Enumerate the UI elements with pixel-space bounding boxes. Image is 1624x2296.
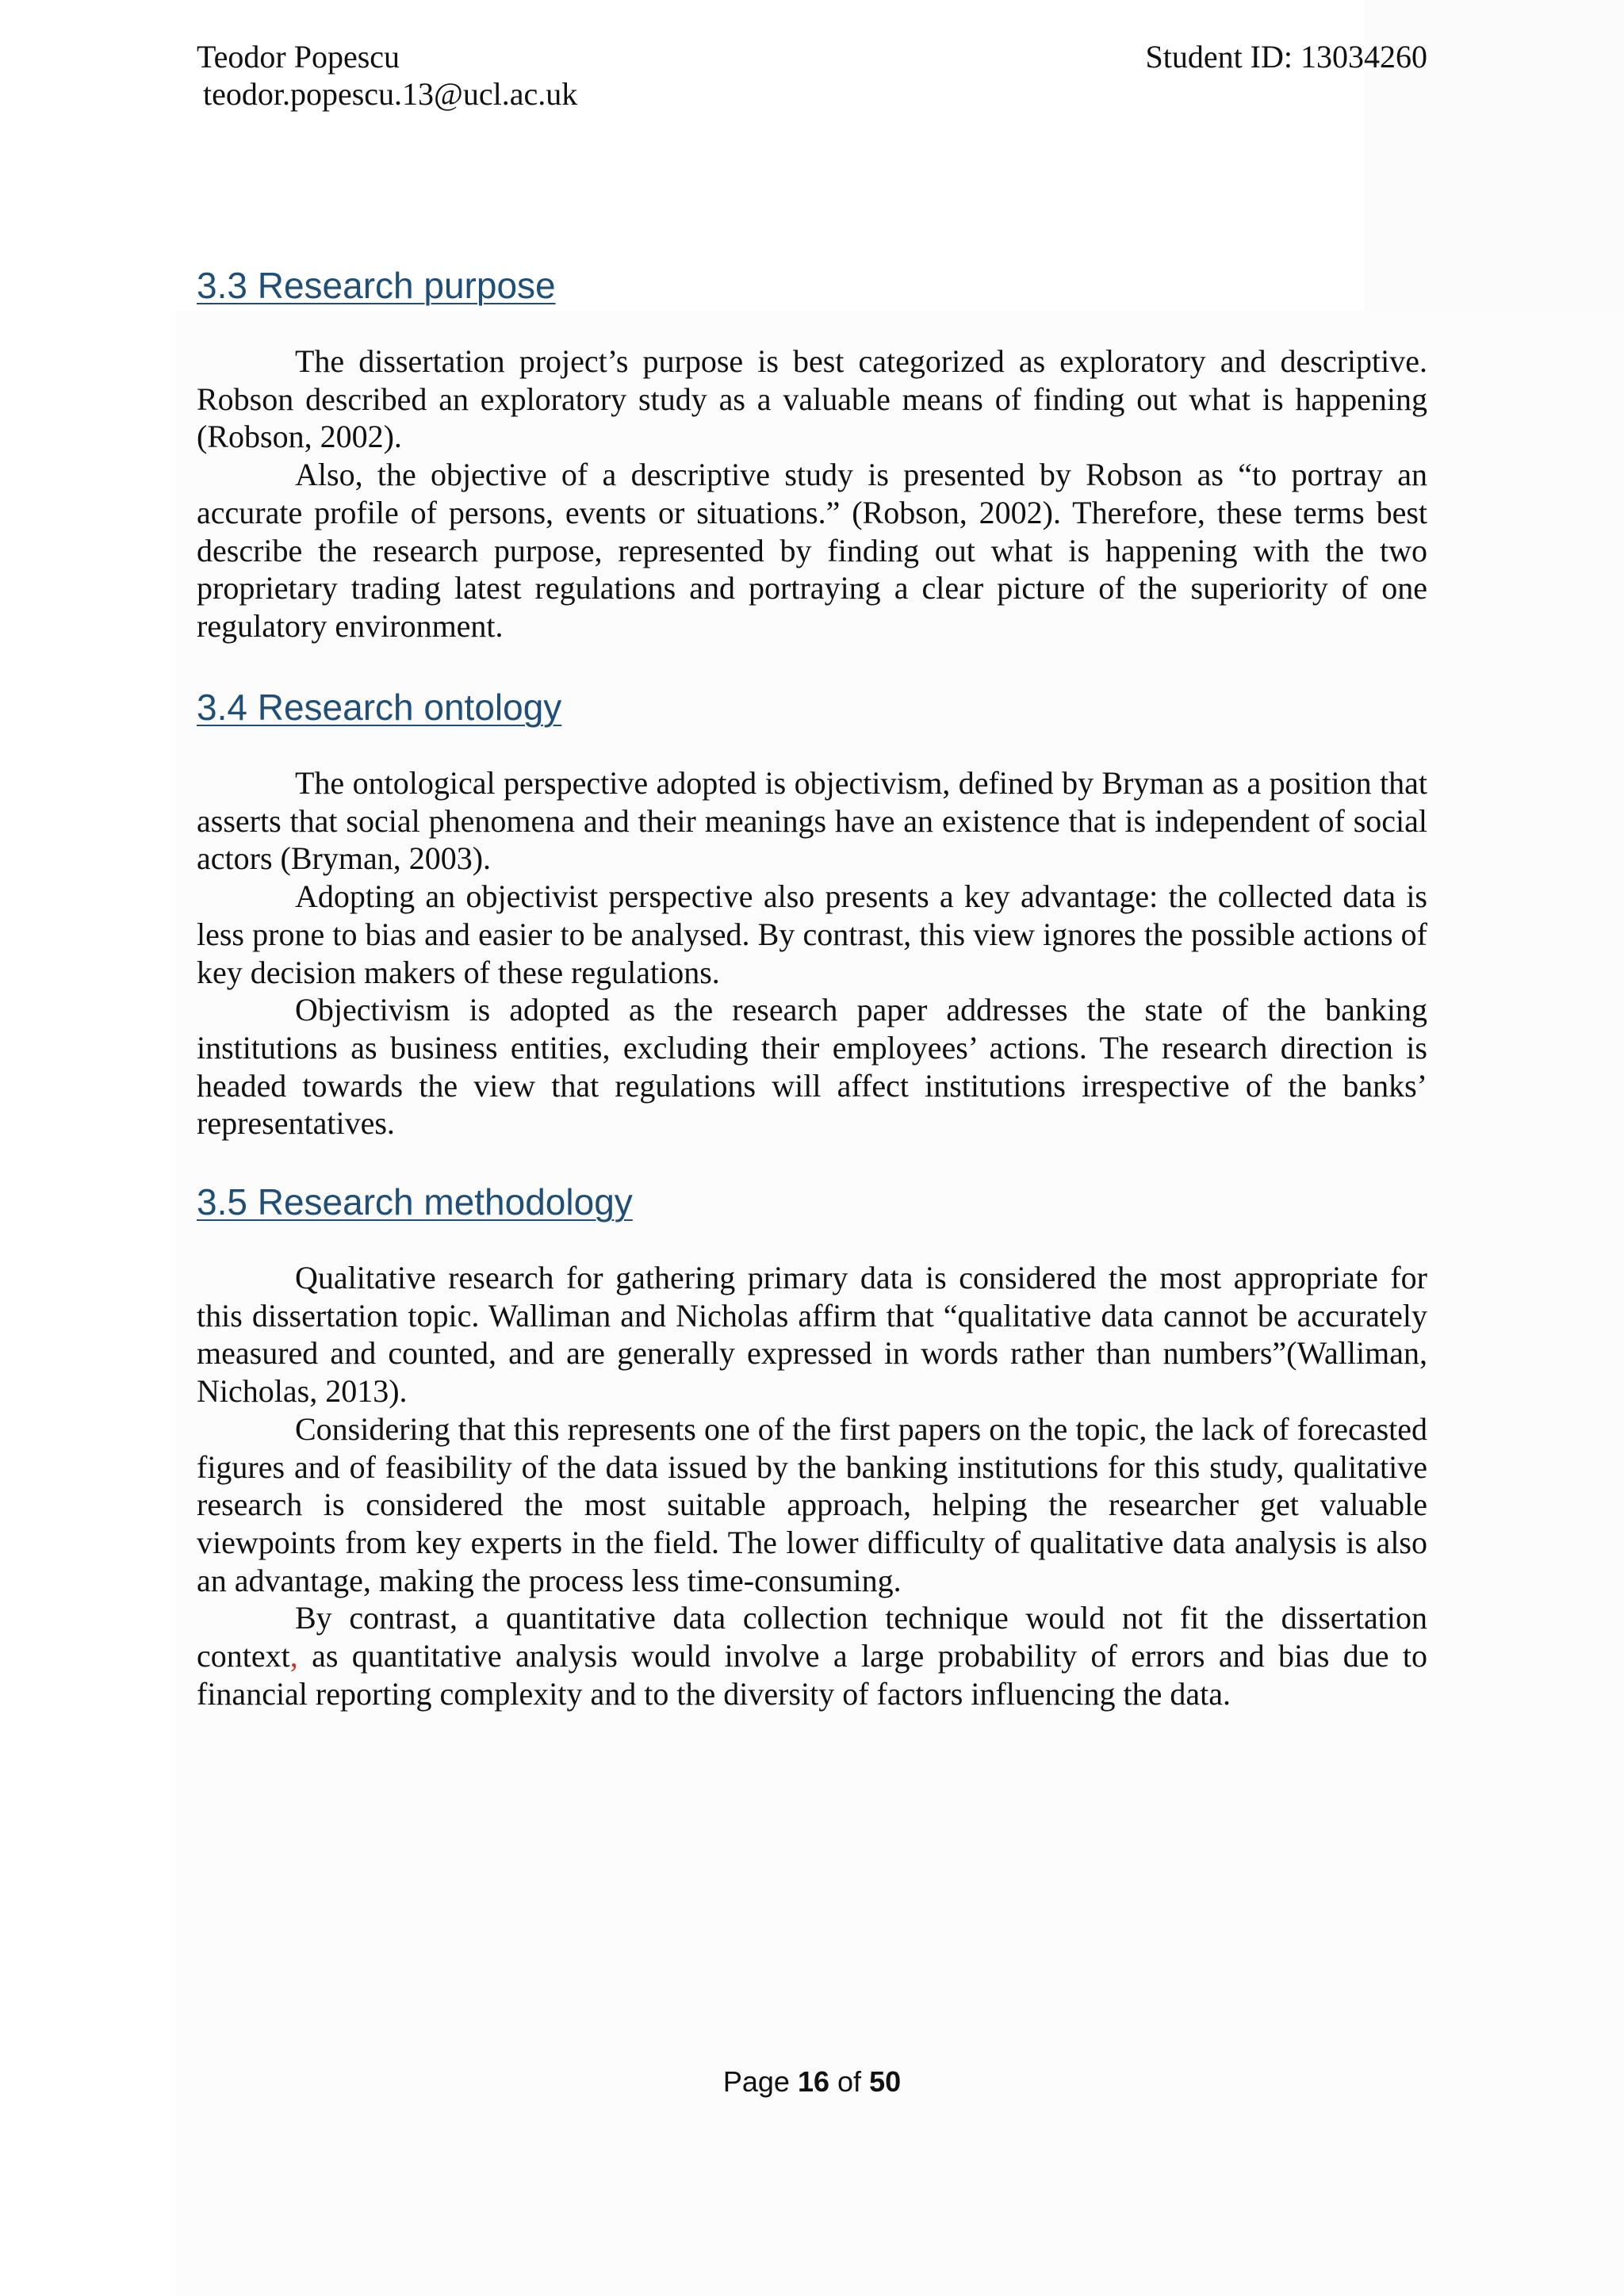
current-page-number: 16 [797,2065,830,2098]
highlighted-comma: , [289,1638,298,1674]
section-research-methodology [197,1178,1427,1712]
paragraph: Considering that this represents one of the first papers on the topic, the lack of forecasted figures and of feasibility of the data issued by the banking institutions for this study, qualitative research is considered the most suitable approach, helping the researcher get valuable viewpoints from key experts in the field. The lower difficulty of qualitative data analysis is also an advantage, making the process less time-consuming. [197,1410,1427,1598]
total-pages-number: 50 [869,2065,902,2098]
paragraph: The ontological perspective adopted is objectivism, defined by Bryman as a position that asserts that social phenomena and their meanings have an existence that is independent of social actors (Bryman, 2003). [197,765,1427,877]
paragraph: The dissertation project’s purpose is best categorized as exploratory and descriptive. Robson described an exploratory study as a valuable means of finding out what is happening (Robson, 2002). [197,343,1427,455]
paragraph-text: By contrast, a quantitative data collection technique would not fit the dissertation context [197,1600,1427,1674]
student-id: Student ID: 13034260 [1145,39,1427,75]
section-heading: 3.5 Research methodology [197,1181,633,1223]
paragraph [197,1599,1427,1712]
page-footer [0,2064,1624,2099]
author-name: Teodor Popescu [197,39,400,75]
paragraph-text: as quantitative analysis would involve a large probability of errors and bias due to financial reporting complexity and to the diversity of factors influencing the data. [197,1638,1427,1712]
paragraph: Also, the objective of a descriptive study is presented by Robson as “to portray an accurate profile of persons, events or situations.” (Robson, 2002). Therefore, these terms best describe the research purpose, represented by finding out what is happening with the two proprietary trading latest regulations and portraying a clear picture of the superiority of one regulatory environment. [197,457,1427,644]
section-research-ontology [197,683,1427,1142]
page-word: Page [722,2065,790,2098]
section-research-purpose [197,262,1427,645]
section-heading: 3.4 Research ontology [197,687,562,728]
paragraph: Objectivism is adopted as the research paper addresses the state of the banking institutions as business entities, excluding their employees’ actions. The research direction is headed towards the view that regulations will affect institutions irrespective of the banks’ representatives. [197,992,1427,1142]
paragraph: Qualitative research for gathering primary data is considered the most appropriate for this dissertation topic. Walliman and Nicholas affirm that “qualitative data cannot be accurately measured and counted, and are generally expressed in words rather than numbers”(Walliman, Nicholas, 2013). [197,1260,1427,1410]
of-word: of [837,2065,862,2098]
paragraph: Adopting an objectivist perspective also presents a key advantage: the collected data is less prone to bias and easier to be analysed. By contrast, this view ignores the possible actions of key decision makers of these regulations. [197,878,1427,990]
section-heading: 3.3 Research purpose [197,265,556,306]
author-email: teodor.popescu.13@ucl.ac.uk [203,76,578,112]
